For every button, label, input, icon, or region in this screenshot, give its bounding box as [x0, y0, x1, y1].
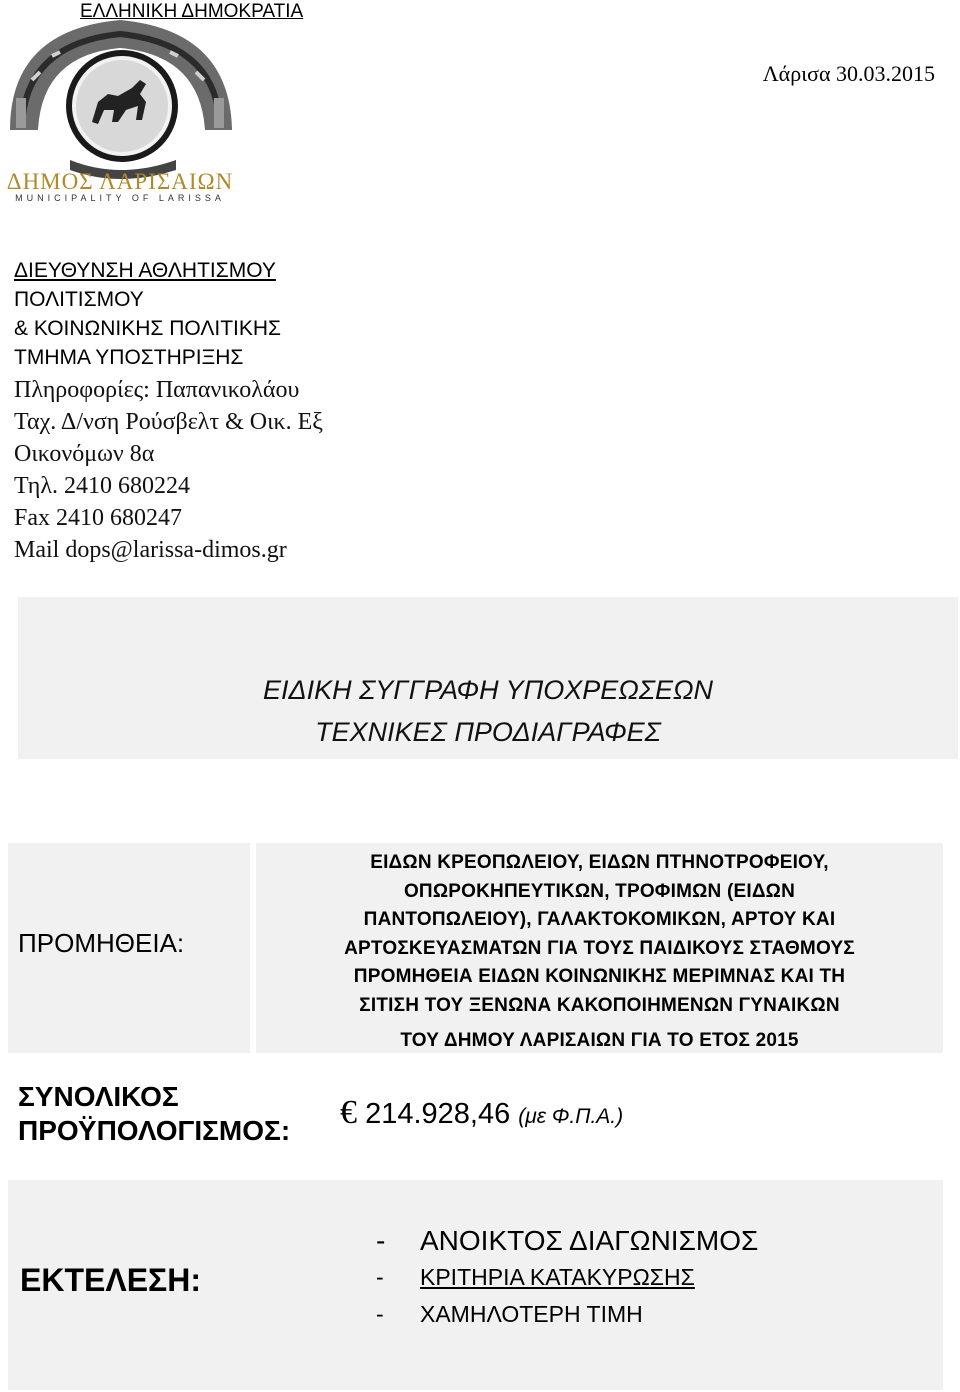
logo-emblem-icon	[0, 10, 240, 180]
execution-list	[376, 1222, 758, 1333]
supply-line: ΟΠΩΡΟΚΗΠΕΥΤΙΚΩΝ, ΤΡΟΦΙΜΩΝ (ΕΙΔΩΝ	[403, 880, 796, 902]
execution-item-text: ΚΡΙΤΗΡΙΑ ΚΑΤΑΚΥΡΩΣΗΣ	[420, 1264, 695, 1290]
execution-label: ΕΚΤΕΛΕΣΗ:	[20, 1262, 201, 1298]
list-dash: -	[376, 1225, 386, 1256]
supply-line: ΣΙΤΙΣΗ ΤΟΥ ΞΕΝΩΝΑ ΚΑΚΟΠΟΙΗΜΕΝΩΝ ΓΥΝΑΙΚΩΝ	[359, 994, 840, 1016]
document-date: Λάρισα 30.03.2015	[762, 61, 935, 86]
supply-line: ΠΡΟΜΗΘΕΙΑ ΕΙΔΩΝ ΚΟΙΝΩΝΙΚΗΣ ΜΕΡΙΜΝΑΣ ΚΑΙ ΤΗ	[353, 966, 846, 988]
contact-block	[14, 374, 323, 566]
supply-line: ΑΡΤΟΣΚΕΥΑΣΜΑΤΩΝ ΓΙΑ ΤΟΥΣ ΠΑΙΔΙΚΟΥΣ ΣΤΑΘΜΟΥΣ	[344, 937, 855, 959]
contact-address-line: Ταχ. Δ/νση Ρούσβελτ & Οικ. Εξ	[14, 409, 323, 435]
budget-label	[18, 1080, 290, 1148]
supply-description	[256, 849, 943, 1055]
department-line: ΠΟΛΙΤΙΣΜΟΥ	[14, 288, 144, 311]
budget-amount	[340, 1094, 623, 1132]
execution-item	[376, 1222, 758, 1259]
execution-item	[376, 1296, 758, 1333]
department-line: & ΚΟΙΝΩΝΙΚΗΣ ΠΟΛΙΤΙΚΗΣ	[14, 317, 282, 340]
title-line-1: ΕΙΔΙΚΗ ΣΥΓΓΡΑΦΗ ΥΠΟΧΡΕΩΣΕΩΝ	[262, 675, 714, 705]
supply-line: ΕΙΔΩΝ ΚΡΕΟΠΩΛΕΙΟΥ, ΕΙΔΩΝ ΠΤΗΝΟΤΡΟΦΕΙΟΥ,	[370, 852, 829, 873]
list-dash: -	[376, 1264, 384, 1290]
supply-label: ΠΡΟΜΗΘΕΙΑ:	[18, 928, 185, 958]
logo-subtext: MUNICIPALITY OF LARISSA	[15, 193, 225, 203]
republic-heading: ΕΛΛΗΝΙΚΗ ΔΗΜΟΚΡΑΤΙΑ	[80, 1, 304, 22]
execution-item	[376, 1259, 758, 1296]
contact-phone: Τηλ. 2410 680224	[14, 473, 190, 499]
contact-info-line: Πληροφορίες: Παπανικολάου	[14, 377, 300, 403]
supply-line: ΤΟΥ ΔΗΜΟΥ ΛΑΡΙΣΑΙΩΝ ΓΙΑ ΤΟ ΕΤΟΣ 2015	[400, 1029, 799, 1051]
department-line: ΤΜΗΜΑ ΥΠΟΣΤΗΡΙΞΗΣ	[14, 346, 244, 369]
supply-description-cell	[256, 843, 943, 1053]
budget-label-line-2: ΠΡΟΫΠΟΛΟΓΙΣΜΟΣ:	[18, 1115, 291, 1146]
budget-vat-note: (με Φ.Π.Α.)	[518, 1105, 624, 1128]
contact-email: Mail dops@larissa-dimos.gr	[14, 537, 287, 563]
logo-text: ΔΗΜΟΣ ΛΑΡΙΣΑΙΩΝ	[6, 169, 234, 194]
euro-symbol: €	[340, 1094, 357, 1131]
department-line: ΔΙΕΥΘΥΝΣΗ ΑΘΛΗΤΙΣΜΟΥ	[14, 259, 276, 282]
budget-value: 214.928,46	[365, 1098, 511, 1130]
budget-label-line-1: ΣΥΝΟΛΙΚΟΣ	[18, 1081, 179, 1112]
execution-box	[8, 1180, 943, 1390]
contact-address-line: Οικονόμων 8α	[14, 441, 155, 467]
title-box	[18, 597, 958, 759]
contact-fax: Fax 2410 680247	[14, 505, 182, 531]
list-dash: -	[376, 1301, 384, 1327]
execution-item-text: ΧΑΜΗΛΟΤΕΡΗ ΤΙΜΗ	[420, 1301, 643, 1327]
title-line-2: ΤΕΧΝΙΚΕΣ ΠΡΟΔΙΑΓΡΑΦΕΣ	[315, 717, 661, 747]
department-block	[14, 256, 281, 372]
supply-line: ΠΑΝΤΟΠΩΛΕΙΟΥ), ΓΑΛΑΚΤΟΚΟΜΙΚΩΝ, ΑΡΤΟΥ ΚΑΙ	[363, 909, 836, 931]
execution-item-text: ΑΝΟΙΚΤΟΣ ΔΙΑΓΩΝΙΣΜΟΣ	[420, 1225, 759, 1256]
